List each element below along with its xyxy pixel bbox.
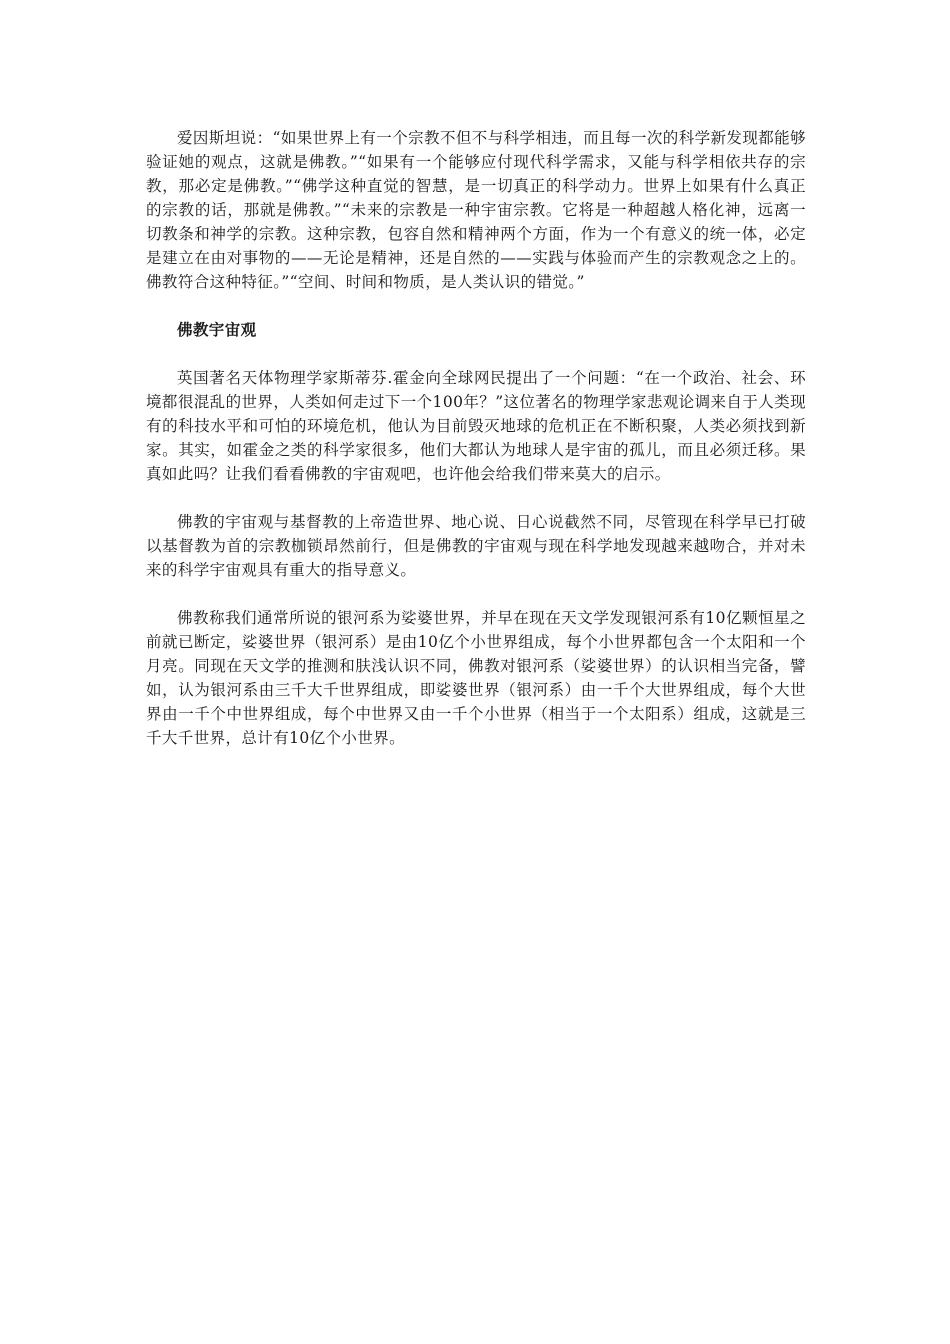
section-heading: 佛教宇宙观 (177, 321, 257, 339)
paragraph-cosmology-comparison: 佛教的宇宙观与基督教的上帝造世界、地心说、日心说截然不同，尽管现在科学早已打破以基督教为首的宗教枷锁昂然前行，但是佛教的宇宙观与现在科学地发现越来越吻合，并对未来的科学宇宙观具有重大的指导意义。 (146, 513, 806, 579)
paragraph-einstein-quote: 爱因斯坦说：“如果世界上有一个宗教不但不与科学相违，而且每一次的科学新发现都能够验证她的观点，这就是佛教。”“如果有一个能够应付现代科学需求，又能与科学相依共存的宗教，那必定是佛教。”“佛学这种直觉的智慧，是一切真正的科学动力。世界上如果有什么真正的宗教的话，那就是佛教。”“未来的宗教是一种宇宙宗教。它将是一种超越人格化神，远离一切教条和神学的宗教。这种宗教，包容自然和精神两个方面，作为一个有意义的统一体，必定是建立在由对事物的——无论是精神，还是自然的——实践与体验而产生的宗教观念之上的。佛教符合这种特征。”“空间、时间和物质，是人类认识的错觉。” (146, 129, 806, 291)
paragraph-saha-world: 佛教称我们通常所说的银河系为娑婆世界，并早在现在天文学发现银河系有10亿颗恒星之前就已断定，娑婆世界（银河系）是由10亿个小世界组成，每个小世界都包含一个太阳和一个月亮。同现在天文学的推测和肤浅认识不同，佛教对银河系（娑婆世界）的认识相当完备，譬如，认为银河系由三千大千世界组成，即娑婆世界（银河系）由一千个大世界组成，每个大世界由一千个中世界组成，每个中世界又由一千个小世界（相当于一个太阳系）组成，这就是三千大千世界，总计有10亿个小世界。 (146, 609, 806, 747)
document-page (146, 126, 806, 750)
paragraph-hawking-question: 英国著名天体物理学家斯蒂芬.霍金向全球网民提出了一个问题：“在一个政治、社会、环境都很混乱的世界，人类如何走过下一个100年？”这位著名的物理学家悲观论调来自于人类现有的科技水平和可怕的环境危机，他认为目前毁灭地球的危机正在不断积聚，人类必须找到新家。其实，如霍金之类的科学家很多，他们大都认为地球人是宇宙的孤儿，而且必须迁移。果真如此吗？让我们看看佛教的宇宙观吧，也许他会给我们带来莫大的启示。 (146, 369, 806, 483)
